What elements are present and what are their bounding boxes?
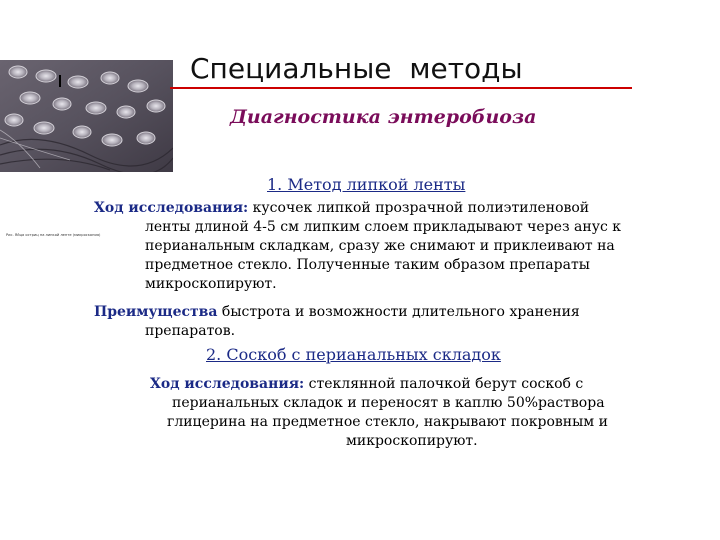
section2-course-line: перианальных складок и переносят в каплю 50%раствора — [172, 395, 605, 411]
section2-course-paragraph — [150, 375, 670, 451]
section1-course-line: кусочек липкой прозрачной полиэтиленовой — [248, 200, 590, 216]
section1-advantages-paragraph — [94, 303, 694, 341]
section2-heading: 2. Соскоб с перианальных складок — [206, 345, 501, 364]
microscope-image — [0, 60, 173, 172]
section2-course-line: микроскопируют. — [346, 433, 478, 449]
section1-advantages-line: препаратов. — [145, 323, 236, 339]
title-underline — [170, 87, 632, 89]
section1-advantages-line: быстрота и возможности длительного хранения — [217, 304, 580, 320]
section2-course-line: глицерина на предметное стекло, накрывают покровным и — [167, 414, 608, 430]
section2-course-line: стеклянной палочкой берут соскоб с — [304, 376, 584, 392]
section1-advantages-label: Преимущества — [94, 304, 218, 320]
photo-caption: Рис. Яйца остриц на липкой ленте (микроскопия) — [6, 233, 101, 237]
section1-course-line: микроскопируют. — [145, 276, 277, 292]
bullet-mark — [59, 75, 61, 87]
section1-course-label: Ход исследования: — [94, 200, 249, 216]
section2-course-label: Ход исследования: — [150, 376, 305, 392]
section1-course-line: предметное стекло. Полученные таким образом препараты — [145, 257, 590, 273]
section1-course-line: ленты длиной 4-5 см липким слоем прикладывают через анус к — [145, 219, 621, 235]
section1-course-line: перианальным складкам, сразу же снимают и приклеивают на — [145, 238, 615, 254]
slide-subtitle: Диагностика энтеробиоза — [230, 106, 537, 128]
slide-title: Специальные методы — [190, 52, 523, 85]
section1-heading: 1. Метод липкой ленты — [267, 175, 466, 194]
section1-course-paragraph — [94, 199, 694, 294]
